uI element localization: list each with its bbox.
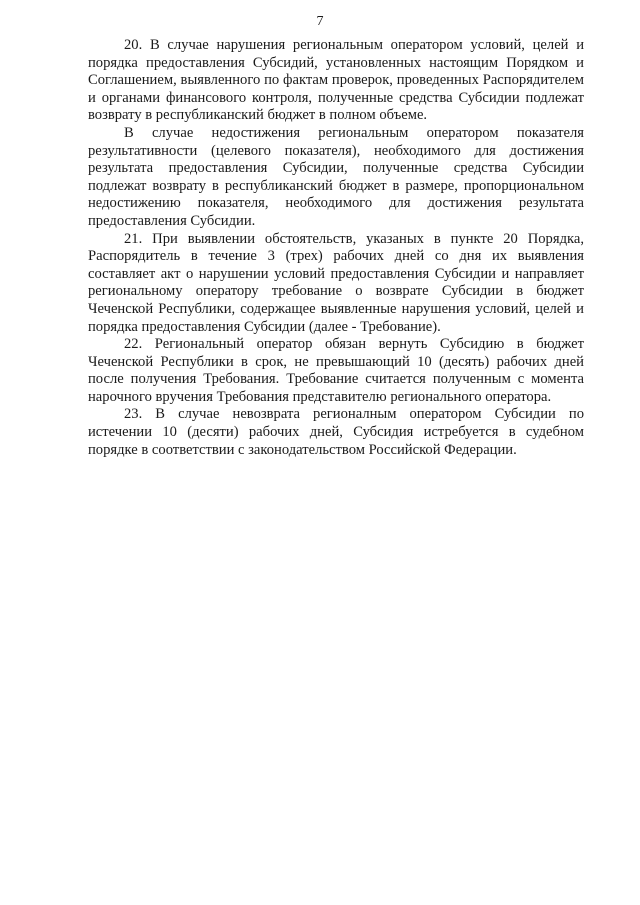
- paragraph-23: 23. В случае невозврата регионалным оператором Субсидии по истечении 10 (десяти) рабочих дней, Субсидия истребуется в судебном порядке в соответствии с законодательством Российской Федерации.: [88, 406, 584, 458]
- page-number: 7: [316, 14, 324, 29]
- document-body: [88, 37, 584, 459]
- paragraph-20: 20. В случае нарушения региональным оператором условий, целей и порядка предоставления Субсидий, установленных настоящим Порядком и Соглашением, выявленного по фактам проверок, проведенных Распорядителем и органами финансового контроля, полученные средства Субсидии подлежат возврату в республиканский бюджет в полном объеме.: [88, 37, 584, 124]
- paragraph-20-continued: В случае недостижения региональным оператором показателя результативности (целевого показателя), необходимого для достижения результата предоставления Субсидии, полученные средства Субсидии подлежат возврату в республиканский бюджет в размере, пропорциональном недостижению показателя, необходимого для достижения результата предоставления Субсидии.: [88, 124, 584, 229]
- paragraph-21: 21. При выявлении обстоятельств, указаных в пункте 20 Порядка, Распорядитель в течение 3 (трех) рабочих дней со дня их выявления составляет акт о нарушении условий предоставления Субсидии и направляет региональному оператору требование о возврате Субсидии в бюджет Чеченской Республики, содержащее выявленные нарушения условий, целей и порядка предоставления Субсидии (далее - Требование).: [88, 230, 584, 335]
- paragraph-22: 22. Региональный оператор обязан вернуть Субсидию в бюджет Чеченской Республики в срок, не превышающий 10 (десять) рабочих дней после получения Требования. Требование считается полученным с момента нарочного вручения Требования представителю регионального оператора.: [88, 336, 584, 405]
